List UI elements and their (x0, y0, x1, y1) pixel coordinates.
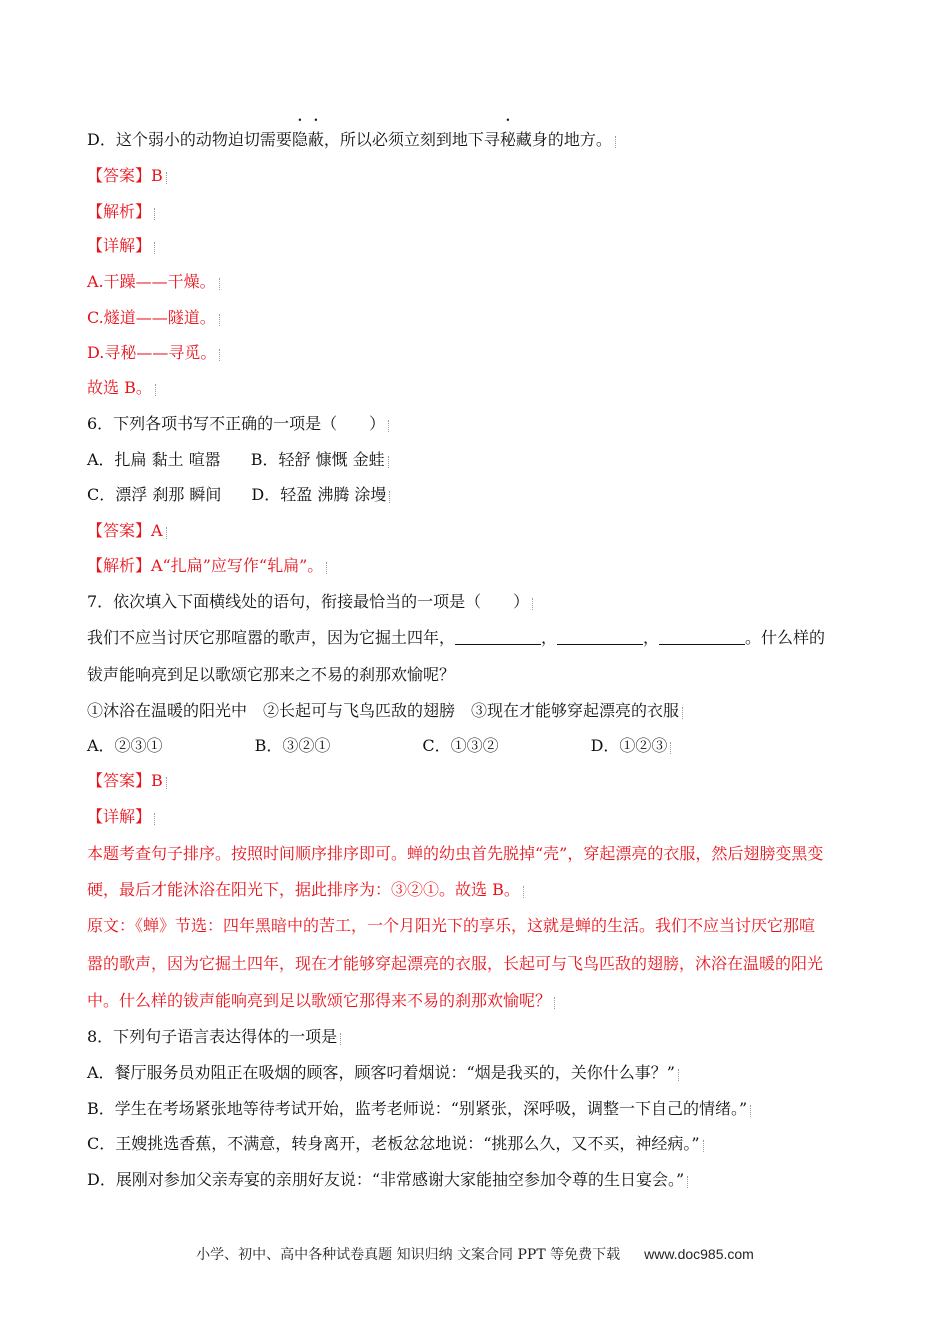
answer-line: 【答案】B (87, 166, 168, 186)
paragraph-mark-icon (166, 777, 168, 789)
paragraph-mark-icon (154, 208, 156, 220)
analysis-line: 【解析】A“扎扁”应写作“轧扁”。 (87, 556, 328, 576)
paragraph-mark-icon (532, 598, 534, 610)
explanation-line: A.干躁——干燥。 (87, 272, 221, 292)
paragraph-mark-icon (670, 742, 672, 754)
answer-line: 【答案】A (87, 521, 168, 541)
question-7-stem: 7．依次填入下面横线处的语句，衔接最恰当的一项是（ ） (87, 592, 534, 612)
paragraph-mark-icon (703, 1140, 705, 1152)
source-text-line: 原文：《蝉》节选：四年黑暗中的苦工，一个月阳光下的享乐，这就是蝉的生活。我们不应当讨厌它那喧 (87, 916, 816, 935)
question-6-options-ab: A．扎扁 黏土 喧嚣 B．轻舒 慷慨 金蛙 (87, 450, 390, 470)
emphasis-char: 秘 (499, 130, 516, 149)
paragraph-mark-icon (554, 997, 556, 1009)
paragraph-mark-icon (219, 278, 221, 290)
fill-blank (455, 628, 541, 645)
emphasis-char: 蔽 (307, 130, 324, 149)
conclusion-line: 故选 B。 (87, 378, 157, 398)
explanation-line: C.燧道——隧道。 (87, 308, 221, 328)
paragraph-mark-icon (678, 1069, 680, 1081)
question-8-option-d: D．展刚对参加父亲寿宴的亲朋好友说：“非常感谢大家能抽空参加令尊的生日宴会。” (87, 1170, 689, 1190)
paragraph-mark-icon (388, 456, 390, 468)
paragraph-mark-icon (154, 242, 156, 254)
page-footer (0, 1245, 950, 1264)
paragraph-mark-icon (615, 136, 617, 148)
question-7-options: A．②③① B．③②① C．①③② D．①②③ (87, 736, 672, 756)
paragraph-mark-icon (388, 420, 390, 432)
explanation-line: 硬，最后才能沐浴在阳光下，据此排序为：③②①。故选 B。 (87, 880, 525, 900)
paragraph-mark-icon (219, 314, 221, 326)
paragraph-mark-icon (219, 349, 221, 361)
question-7-sentence-cont: 钹声能响亮到足以歌颂它那来之不易的刹那欢愉呢？ (87, 665, 456, 684)
question-7-choices: ①沐浴在温暖的阳光中 ②长起可与飞鸟匹敌的翅膀 ③现在才能够穿起漂亮的衣服 (87, 701, 684, 721)
paragraph-mark-icon (750, 1105, 752, 1117)
source-text-line: 中。什么样的钹声能响亮到足以歌颂它那得来不易的刹那欢愉呢？ (87, 991, 556, 1011)
question-8-option-b: B．学生在考场紧张地等待考试开始，监考老师说：“别紧张，深呼吸，调整一下自己的情绪。” (87, 1099, 752, 1119)
question-5-option-d: D．这个弱小的动物迫切需要隐蔽，所以必须立刻到地下寻秘藏身的地方。 (87, 130, 617, 150)
fill-blank (659, 628, 745, 645)
paragraph-mark-icon (687, 1176, 689, 1188)
footer-url[interactable]: www.doc985.com (644, 1246, 754, 1262)
source-text-line: 嚣的歌声，因为它掘土四年，现在才能够穿起漂亮的衣服，长起可与飞鸟匹敌的翅膀，沐浴在温暖的阳光 (87, 954, 824, 973)
answer-line: 【答案】B (87, 771, 168, 791)
paragraph-mark-icon (166, 527, 168, 539)
emphasis-char: 隐 (291, 130, 308, 149)
paragraph-mark-icon (154, 813, 156, 825)
question-8-option-c: C．王嫂挑选香蕉，不满意，转身离开，老板忿忿地说：“挑那么久，又不买，神经病。” (87, 1134, 705, 1154)
question-6-stem: 6．下列各项书写不正确的一项是（ ） (87, 414, 390, 434)
question-7-sentence: 我们不应当讨厌它那喧嚣的歌声，因为它掘土四年， ， ， 。什么样的 (87, 628, 826, 647)
question-6-options-cd: C．漂浮 刹那 瞬间 D．轻盈 沸腾 涂墁 (87, 485, 391, 505)
paragraph-mark-icon (326, 562, 328, 574)
detail-label: 【详解】 (87, 807, 156, 827)
detail-label: 【详解】 (87, 236, 156, 256)
paragraph-mark-icon (166, 172, 168, 184)
question-8-stem: 8．下列句子语言表达得体的一项是 (87, 1027, 342, 1047)
footer-text: 小学、初中、高中各种试卷真题 知识归纳 文案合同 PPT 等免费下载 (196, 1247, 621, 1263)
explanation-line: 本题考查句子排序。按照时间顺序排序即可。蝉的幼虫首先脱掉“壳”，穿起漂亮的衣服，然后翅膀变黑变 (87, 844, 824, 863)
explanation-line: D.寻秘——寻觅。 (87, 343, 221, 363)
fill-blank (557, 628, 643, 645)
paragraph-mark-icon (155, 384, 157, 396)
paragraph-mark-icon (523, 886, 525, 898)
paragraph-mark-icon (340, 1033, 342, 1045)
paragraph-mark-icon (682, 707, 684, 719)
question-8-option-a: A．餐厅服务员劝阻正在吸烟的顾客，顾客叼着烟说：“烟是我买的，关你什么事？” (87, 1063, 680, 1083)
analysis-label: 【解析】 (87, 202, 156, 222)
paragraph-mark-icon (389, 491, 391, 503)
